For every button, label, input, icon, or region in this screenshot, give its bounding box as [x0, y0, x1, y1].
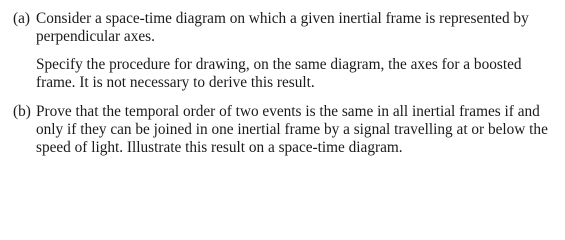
text-line: frame. It is not necessary to derive this result.: [36, 74, 315, 91]
text-line: Specify the procedure for drawing, on the same diagram, the axes for a boosted: [36, 56, 522, 73]
part-label: (a): [13, 10, 30, 27]
paragraph: [36, 103, 558, 157]
paragraph: [36, 56, 558, 92]
text-line: perpendicular axes.: [36, 28, 155, 45]
part-label: (b): [13, 103, 31, 120]
text-line: only if they can be joined in one inertial frame by a signal travelling at or below the: [36, 121, 548, 138]
paragraph: [36, 10, 558, 46]
question-part-a: [13, 10, 558, 92]
text-line: Prove that the temporal order of two events is the same in all inertial frames if and: [36, 103, 540, 120]
question-part-b: [13, 103, 558, 157]
text-line: Consider a space-time diagram on which a given inertial frame is represented by: [36, 10, 529, 27]
text-line: speed of light. Illustrate this result on a space-time diagram.: [36, 139, 403, 156]
